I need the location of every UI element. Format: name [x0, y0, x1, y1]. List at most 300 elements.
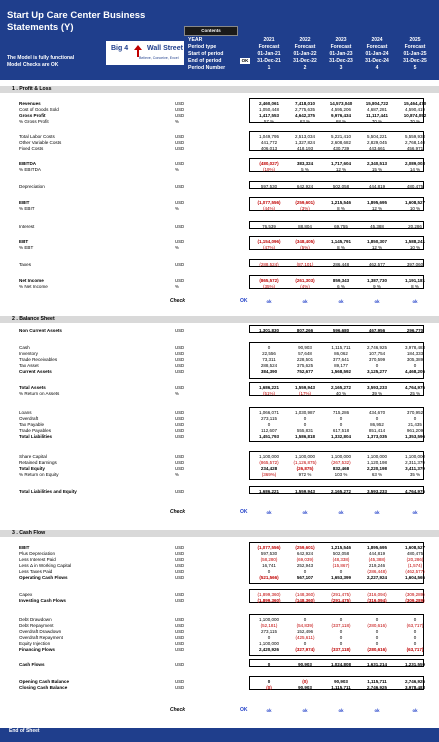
header-years-2: 2022 — [299, 37, 311, 43]
cell-capex-1: (1,899,360) — [257, 592, 281, 597]
cell-total-liabilities-and-equity-5: 4,764,975 — [404, 489, 426, 494]
cell--ebt-2: (5%) — [300, 245, 310, 250]
check-bs-label: Check — [170, 509, 186, 515]
cell-interest-4: 45,388 — [370, 224, 384, 229]
cell-overdraft-repayment-2: (425,611) — [295, 635, 315, 640]
row-label-loans: Loans — [19, 410, 32, 415]
cell-gross-profit-3: 9,976,434 — [330, 113, 352, 118]
cell-ebt-2: (348,405) — [295, 239, 315, 244]
row-unit-total-labor-costs: USD — [175, 134, 185, 139]
footer-text: End of Sheet — [9, 728, 40, 734]
logo-right-text: Wall Street — [147, 45, 183, 52]
header-band — [0, 0, 439, 80]
cell-opening-cash-balance-4: 1,115,711 — [367, 679, 387, 684]
label-period-number: Period Number — [188, 65, 226, 71]
cell-total-assets-2: 1,559,943 — [294, 385, 316, 390]
row-label-opening-cash-balance: Opening Cash Balance — [19, 679, 70, 684]
header-ends-3: 31-Dec-23 — [329, 58, 353, 64]
cell-fixed-costs-3: 430,739 — [332, 146, 350, 151]
row-label-fixed-costs: Fixed Costs — [19, 146, 44, 151]
cell-loans-1: 1,066,071 — [258, 410, 280, 415]
cell-capex-2: (148,360) — [295, 592, 315, 597]
cell-operating-cash-flows-5: 1,604,565 — [404, 575, 426, 580]
cell-plus-depreciation-2: 642,924 — [296, 551, 314, 556]
row-label-overdraft-drawdown: Overdraft Drawdown — [19, 629, 62, 634]
cell-gross-profit-2: 4,642,375 — [294, 113, 316, 118]
cell-financing-flows-4: (280,616) — [367, 647, 387, 652]
row-label-overdraft-repayment: Overdraft Repayment — [19, 635, 63, 640]
header-starts-3: 01-Jan-23 — [329, 51, 353, 57]
logo — [106, 41, 184, 65]
cell-share-capital-5: 1,100,000 — [404, 454, 426, 459]
footer-band — [0, 728, 439, 742]
cell--gross-profit-1: 57 % — [263, 119, 275, 124]
cell--net-income-5: 8 % — [411, 284, 419, 289]
row-label-interest: Interest — [19, 224, 35, 229]
row-label-other-variable-costs: Other Variable Costs — [19, 140, 62, 145]
cell-total-labor-costs-5: 5,559,938 — [404, 134, 426, 139]
cell-less-taxes-paid-5: (462,577) — [405, 569, 425, 574]
cell-ebitda-2: 383,324 — [296, 161, 314, 166]
check-pl-ok: OK — [240, 298, 248, 304]
row-unit-debt-repayment: USD — [175, 623, 185, 628]
cell-net-income-1: (865,572) — [259, 278, 279, 283]
cell-total-liabilities-and-equity-3: 2,165,272 — [330, 489, 352, 494]
cell-gross-profit-1: 1,417,553 — [258, 113, 280, 118]
cell-revenues-4: 15,804,722 — [365, 101, 389, 106]
cell-plus-depreciation-5: 480,475 — [406, 551, 424, 556]
row-label-non-current-assets: Non Current Assets — [19, 328, 62, 333]
row-unit-total-assets: USD — [175, 385, 185, 390]
cell-ebitda-5: 2,089,003 — [404, 161, 426, 166]
cell-ebit-4: 1,895,695 — [366, 200, 388, 205]
cell-plus-depreciation-4: 444,819 — [368, 551, 386, 556]
cell-trade-payables-5: 961,209 — [406, 428, 424, 433]
cell-plus-depreciation-3: 502,058 — [332, 551, 350, 556]
row-unit-equity-injection: USD — [175, 641, 185, 646]
label-year: YEAR — [188, 37, 203, 43]
cell-retained-earnings-2: (1,126,875) — [293, 460, 317, 465]
cell--ebitda-1: (19%) — [262, 167, 275, 172]
cell-total-liabilities-1: 1,451,793 — [258, 434, 280, 439]
header-periods-5: 5 — [413, 65, 417, 71]
cell--ebit-1: (44%) — [262, 206, 275, 211]
row-label-ebitda: EBITDA — [19, 161, 37, 166]
cell-inventory-4: 107,754 — [368, 351, 386, 356]
cell-capex-4: (316,094) — [367, 592, 387, 597]
cell-debt-drawdown-2: 0 — [303, 617, 307, 622]
row-label-inventory: Inventory — [19, 351, 38, 356]
cell-current-assets-5: 4,468,205 — [404, 369, 426, 374]
cell--gross-profit-4: 70 % — [371, 119, 383, 124]
header-period-types-3: Forecast — [330, 44, 352, 50]
row-unit-operating-cash-flows: USD — [175, 575, 185, 580]
row-unit-trade-payables: USD — [175, 428, 185, 433]
cell-ebit-2: (259,601) — [295, 200, 315, 205]
page-title: Start Up Care Center Business Statements (Y) — [7, 10, 146, 33]
cell-plus-depreciation-1: 597,530 — [260, 551, 278, 556]
row-unit-other-variable-costs: USD — [175, 140, 185, 145]
cell-overdraft-2: 0 — [303, 416, 307, 421]
label-period-type: Period type — [188, 44, 217, 50]
cell-share-capital-2: 1,100,000 — [294, 454, 316, 459]
row-unit--return-on-equity: % — [175, 472, 179, 477]
cell-tax-asset-3: 89,177 — [334, 363, 348, 368]
row-unit--net-income: % — [175, 284, 179, 289]
cell-overdraft-drawdown-4: 0 — [375, 629, 379, 634]
cell--gross-profit-2: 63 % — [299, 119, 311, 124]
row-unit-current-assets: USD — [175, 369, 185, 374]
cell-taxes-2: (87,101) — [296, 262, 314, 267]
cell--net-income-2: (4%) — [300, 284, 310, 289]
row-label-trade-receivables: Trade Receivables — [19, 357, 58, 362]
cell-operating-cash-flows-2: 567,107 — [296, 575, 314, 580]
cell-ebitda-4: 2,340,513 — [366, 161, 388, 166]
cell-retained-earnings-3: (267,532) — [331, 460, 351, 465]
cell-ebit-2: (259,601) — [295, 545, 315, 550]
cell-closing-cash-balance-1: (0) — [266, 685, 272, 690]
cell-trade-receivables-5: 305,389 — [406, 357, 424, 362]
cell-debt-repayment-2: (54,839) — [296, 623, 314, 628]
cell-less-interest-paid-3: (48,338) — [332, 557, 350, 562]
row-unit-non-current-assets: USD — [175, 328, 185, 333]
header-ends-2: 31-Dec-22 — [293, 58, 317, 64]
cell-debt-repayment-5: (63,717) — [406, 623, 424, 628]
row-label-ebit: EBIT — [19, 545, 30, 550]
cell-total-liabilities-5: 1,353,596 — [404, 434, 426, 439]
cell-interest-2: 88,804 — [298, 224, 312, 229]
row-unit-inventory: USD — [175, 351, 185, 356]
row-unit-overdraft-repayment: USD — [175, 635, 185, 640]
cell-debt-drawdown-5: 0 — [413, 617, 417, 622]
row-unit--ebt: % — [175, 245, 179, 250]
cell-trade-payables-4: 851,414 — [368, 428, 386, 433]
row-unit--return-on-assets: % — [175, 391, 179, 396]
row-label-investing-cash-flows: Investing Cash Flows — [19, 598, 66, 603]
row-label-current-assets: Current Assets — [19, 369, 52, 374]
cell-total-assets-1: 1,686,221 — [258, 385, 280, 390]
cell-cash-flows-2: 90,903 — [298, 662, 312, 667]
cell-current-assets-3: 1,568,592 — [330, 369, 352, 374]
cell-ebit-3: 1,215,546 — [330, 200, 352, 205]
cell-total-assets-4: 3,593,233 — [366, 385, 388, 390]
cell-less-interest-paid-5: (20,286) — [406, 557, 424, 562]
row-label-ebt: EBT — [19, 239, 29, 244]
cell--gross-profit-3: 68 % — [335, 119, 347, 124]
cell-less-interest-paid-2: (69,039) — [296, 557, 314, 562]
cell--ebitda-4: 15 % — [371, 167, 383, 172]
row-label-debt-drawdown: Debt Drawdown — [19, 617, 52, 622]
cell-less-in-working-capital-1: 16,741 — [262, 563, 276, 568]
header-years-4: 2024 — [371, 37, 383, 43]
cell--ebit-5: 10 % — [409, 206, 421, 211]
row-unit-loans: USD — [175, 410, 185, 415]
cell-cash-4: 2,746,925 — [366, 345, 388, 350]
cell-tax-payable-4: 86,952 — [370, 422, 384, 427]
cell-revenues-2: 7,418,010 — [294, 101, 316, 106]
cell-inventory-5: 184,333 — [406, 351, 424, 356]
row-label--gross-profit: % Gross Profit — [19, 119, 49, 124]
cell-net-income-2: (261,303) — [295, 278, 315, 283]
row-label-retained-earnings: Retained Earnings — [19, 460, 57, 465]
cell-overdraft-drawdown-1: 273,115 — [261, 629, 277, 634]
cell-less-taxes-paid-4: (286,448) — [367, 569, 387, 574]
cell-total-assets-3: 2,165,272 — [330, 385, 352, 390]
cell-tax-payable-5: 21,435 — [408, 422, 422, 427]
check-pl-ok-1: ok — [266, 299, 272, 304]
cell--return-on-assets-4: 39 % — [371, 391, 383, 396]
row-label--return-on-equity: % Return on Equity — [19, 472, 59, 477]
cell-less-in-working-capital-3: (15,867) — [332, 563, 350, 568]
cell--return-on-assets-1: (51%) — [262, 391, 275, 396]
row-label-capex: Capex — [19, 592, 33, 597]
row-unit-cost-of-goods-sold: USD — [175, 107, 185, 112]
cell-cash-flows-5: 1,231,559 — [404, 662, 426, 667]
cell-current-assets-2: 752,677 — [296, 369, 314, 374]
row-label-revenues: Revenues — [19, 101, 41, 106]
cell-closing-cash-balance-3: 1,115,711 — [331, 685, 351, 690]
cell-tax-asset-4: 0 — [375, 363, 379, 368]
cell-tax-asset-2: 375,625 — [296, 363, 314, 368]
cell-tax-payable-2: 0 — [303, 422, 307, 427]
cell-equity-injection-5: 0 — [413, 641, 417, 646]
logo-tagline: Believe, Conceive, Excel — [139, 56, 179, 60]
cell-current-assets-1: 384,390 — [260, 369, 278, 374]
cell-financing-flows-2: (327,974) — [295, 647, 315, 652]
cell-loans-2: 1,030,987 — [294, 410, 316, 415]
cell-overdraft-5: 0 — [413, 416, 417, 421]
cell-overdraft-3: 0 — [339, 416, 343, 421]
header-ends-4: 31-Dec-24 — [365, 58, 389, 64]
row-label--net-income: % Net Income — [19, 284, 48, 289]
cell--ebitda-3: 12 % — [335, 167, 347, 172]
cell-less-taxes-paid-1: 0 — [267, 569, 271, 574]
cell-loans-4: 434,670 — [368, 410, 386, 415]
cell-non-current-assets-3: 596,680 — [332, 328, 350, 333]
cell-trade-payables-2: 555,831 — [296, 428, 314, 433]
row-label-overdraft: Overdraft — [19, 416, 39, 421]
header-period-types-1: Forecast — [258, 44, 280, 50]
cell-overdraft-repayment-3: 0 — [339, 635, 343, 640]
row-label--ebitda: % EBITDA — [19, 167, 41, 172]
row-label-debt-repayment: Debt Repayment — [19, 623, 54, 628]
cell-ebit-4: 1,895,695 — [366, 545, 388, 550]
row-label-tax-payable: Tax Payable — [19, 422, 45, 427]
check-cf-label: Check — [170, 707, 186, 713]
row-unit-gross-profit: USD — [175, 113, 185, 118]
cell-inventory-1: 22,556 — [262, 351, 276, 356]
cell-tax-payable-1: 0 — [267, 422, 271, 427]
row-label-tax-asset: Tax Asset — [19, 363, 39, 368]
label-end: End of period — [188, 58, 222, 64]
cell-interest-3: 69,755 — [334, 224, 348, 229]
cell-taxes-3: 286,448 — [332, 262, 350, 267]
header-period-types-5: Forecast — [404, 44, 426, 50]
cell-cash-5: 3,978,483 — [404, 345, 426, 350]
cell-non-current-assets-4: 467,956 — [368, 328, 386, 333]
cell--return-on-assets-5: 25 % — [409, 391, 421, 396]
cell-non-current-assets-1: 1,301,830 — [258, 328, 280, 333]
cell-debt-drawdown-1: 1,100,000 — [258, 617, 280, 622]
cell-cost-of-goods-sold-1: 1,050,448 — [258, 107, 280, 112]
cell-interest-1: 76,539 — [262, 224, 276, 229]
row-unit-revenues: USD — [175, 101, 185, 106]
cell--net-income-3: 6 % — [337, 284, 345, 289]
row-unit-capex: USD — [175, 592, 185, 597]
cell-debt-repayment-4: (280,616) — [367, 623, 387, 628]
row-unit-investing-cash-flows: USD — [175, 598, 185, 603]
cell-total-labor-costs-3: 5,221,410 — [330, 134, 352, 139]
cell-fixed-costs-2: 418,193 — [296, 146, 314, 151]
cell-debt-drawdown-3: 0 — [339, 617, 343, 622]
cell-net-income-5: 1,191,181 — [404, 278, 426, 283]
cell-cash-flows-1: 0 — [267, 662, 271, 667]
cell-trade-receivables-1: 73,311 — [262, 357, 276, 362]
cell-cash-flows-3: 1,024,808 — [330, 662, 352, 667]
cell-non-current-assets-2: 807,266 — [296, 328, 314, 333]
cell-operating-cash-flows-1: (521,566) — [259, 575, 279, 580]
row-unit-less-in-working-capital: USD — [175, 563, 185, 568]
row-unit--gross-profit: % — [175, 119, 179, 124]
check-cf-ok-3: ok — [338, 708, 344, 713]
cell-revenues-3: 14,573,040 — [329, 101, 353, 106]
check-cf-ok-2: ok — [302, 708, 308, 713]
row-label-gross-profit: Gross Profit — [19, 113, 46, 118]
row-label-net-income: Net Income — [19, 278, 44, 283]
cell-cash-3: 1,115,711 — [331, 345, 351, 350]
cell-total-liabilities-3: 1,332,804 — [330, 434, 352, 439]
cell-cash-2: 90,903 — [298, 345, 312, 350]
row-unit-less-interest-paid: USD — [175, 557, 185, 562]
cell-other-variable-costs-1: 441,772 — [260, 140, 278, 145]
row-label-total-assets: Total Assets — [19, 385, 46, 390]
cell--ebitda-2: 5 % — [301, 167, 309, 172]
cell-other-variable-costs-2: 1,327,824 — [294, 140, 316, 145]
check-bs-ok-5: ok — [412, 510, 418, 515]
cell-total-liabilities-2: 1,586,818 — [294, 434, 316, 439]
cell-interest-5: 20,286 — [408, 224, 422, 229]
check-cf-ok-1: ok — [266, 708, 272, 713]
check-bs-ok-2: ok — [302, 510, 308, 515]
cell-cash-flows-4: 1,631,214 — [366, 662, 388, 667]
cell-less-interest-paid-1: (58,280) — [260, 557, 278, 562]
row-unit-overdraft-drawdown: USD — [175, 629, 185, 634]
row-unit-share-capital: USD — [175, 454, 185, 459]
cell-equity-injection-1: 1,100,000 — [258, 641, 280, 646]
check-pl-ok-4: ok — [374, 299, 380, 304]
row-label-depreciation: Depreciation — [19, 184, 45, 189]
cell-opening-cash-balance-3: 90,903 — [334, 679, 348, 684]
cell-cost-of-goods-sold-4: 4,687,281 — [366, 107, 388, 112]
cell-tax-asset-1: 288,524 — [260, 363, 278, 368]
cell-total-equity-1: 234,428 — [260, 466, 278, 471]
cell-total-equity-4: 2,220,198 — [366, 466, 388, 471]
header-years-3: 2023 — [335, 37, 347, 43]
row-label-closing-cash-balance: Closing Cash Balance — [19, 685, 68, 690]
cell-total-equity-3: 832,468 — [332, 466, 350, 471]
cell-less-in-working-capital-5: (1,574) — [407, 563, 423, 568]
row-label-trade-payables: Trade Payables — [19, 428, 52, 433]
header-years-5: 2025 — [409, 37, 421, 43]
row-unit-closing-cash-balance: USD — [175, 685, 185, 690]
cell-less-in-working-capital-2: 252,943 — [296, 563, 314, 568]
cell-investing-cash-flows-1: (1,899,360) — [257, 598, 281, 603]
cell-taxes-1: (288,524) — [259, 262, 279, 267]
cell-investing-cash-flows-4: (316,094) — [367, 598, 387, 603]
cell-operating-cash-flows-3: 1,653,399 — [330, 575, 352, 580]
cell--net-income-4: 9 % — [373, 284, 381, 289]
cell-taxes-5: 397,060 — [406, 262, 424, 267]
row-unit-total-liabilities: USD — [175, 434, 185, 439]
row-label-less-interest-paid: Less Interest Paid — [19, 557, 56, 562]
cell-financing-flows-1: 2,420,926 — [258, 647, 280, 652]
cell--return-on-equity-3: 103 % — [334, 472, 348, 477]
cell-trade-receivables-3: 377,641 — [332, 357, 350, 362]
cell--return-on-equity-2: 972 % — [298, 472, 312, 477]
contents-button[interactable]: Contents — [184, 26, 238, 36]
logo-left-text: Big 4 — [111, 45, 129, 52]
cell-overdraft-repayment-1: 0 — [267, 635, 271, 640]
row-label-operating-cash-flows: Operating Cash Flows — [19, 575, 68, 580]
cell-ebt-1: (1,154,096) — [257, 239, 281, 244]
cell-depreciation-4: 444,819 — [368, 184, 386, 189]
header-starts-1: 01-Jan-21 — [257, 51, 281, 57]
cell-cash-1: 0 — [267, 345, 271, 350]
cell-cost-of-goods-sold-5: 4,590,419 — [404, 107, 426, 112]
row-unit-taxes: USD — [175, 262, 185, 267]
row-label-total-labor-costs: Total Labor Costs — [19, 134, 55, 139]
cell-non-current-assets-5: 296,770 — [406, 328, 424, 333]
cell-retained-earnings-4: 1,120,198 — [366, 460, 388, 465]
cell-closing-cash-balance-5: 3,978,483 — [404, 685, 426, 690]
cell-equity-injection-4: 0 — [375, 641, 379, 646]
section-cash-flow — [0, 530, 439, 537]
cell-retained-earnings-5: 2,311,379 — [405, 460, 425, 465]
row-label-cash-flows: Cash Flows — [19, 662, 45, 667]
row-label-financing-flows: Financing Flows — [19, 647, 55, 652]
cell-revenues-5: 15,464,470 — [403, 101, 427, 106]
cell-investing-cash-flows-5: (309,289) — [405, 598, 425, 603]
row-label-ebit: EBIT — [19, 200, 30, 205]
check-pl-ok-3: ok — [338, 299, 344, 304]
cell--ebit-3: 8 % — [337, 206, 345, 211]
row-unit-cash: USD — [175, 345, 185, 350]
header-ends-5: 31-Dec-25 — [403, 58, 427, 64]
cell-less-in-working-capital-4: 219,246 — [368, 563, 386, 568]
header-starts-2: 01-Jan-22 — [293, 51, 317, 57]
row-label-taxes: Taxes — [19, 262, 31, 267]
check-pl-ok-2: ok — [302, 299, 308, 304]
cell-fixed-costs-5: 456,971 — [406, 146, 424, 151]
cell-gross-profit-5: 10,874,052 — [403, 113, 427, 118]
header-periods-2: 2 — [303, 65, 307, 71]
check-pl-label: Check — [170, 298, 186, 304]
cell-inventory-3: 86,062 — [334, 351, 348, 356]
row-label-less-in-working-capital: Less Δ in Working Capital — [19, 563, 72, 568]
cell-opening-cash-balance-1: 0 — [267, 679, 271, 684]
model-note-line1: The Model is fully functional — [7, 55, 75, 61]
cell-equity-injection-2: 0 — [303, 641, 307, 646]
cell-total-liabilities-and-equity-2: 1,559,943 — [294, 489, 316, 494]
cell-total-labor-costs-2: 2,513,034 — [294, 134, 316, 139]
check-bs-ok-4: ok — [374, 510, 380, 515]
cell-ebit-5: 1,608,527 — [404, 545, 426, 550]
check-cf-ok: OK — [240, 707, 248, 713]
row-label-total-liabilities-and-equity: Total Liabilities and Equity — [19, 489, 77, 494]
row-unit-ebitda: USD — [175, 161, 185, 166]
cell-opening-cash-balance-5: 2,746,925 — [404, 679, 426, 684]
cell-less-interest-paid-4: (45,388) — [368, 557, 386, 562]
